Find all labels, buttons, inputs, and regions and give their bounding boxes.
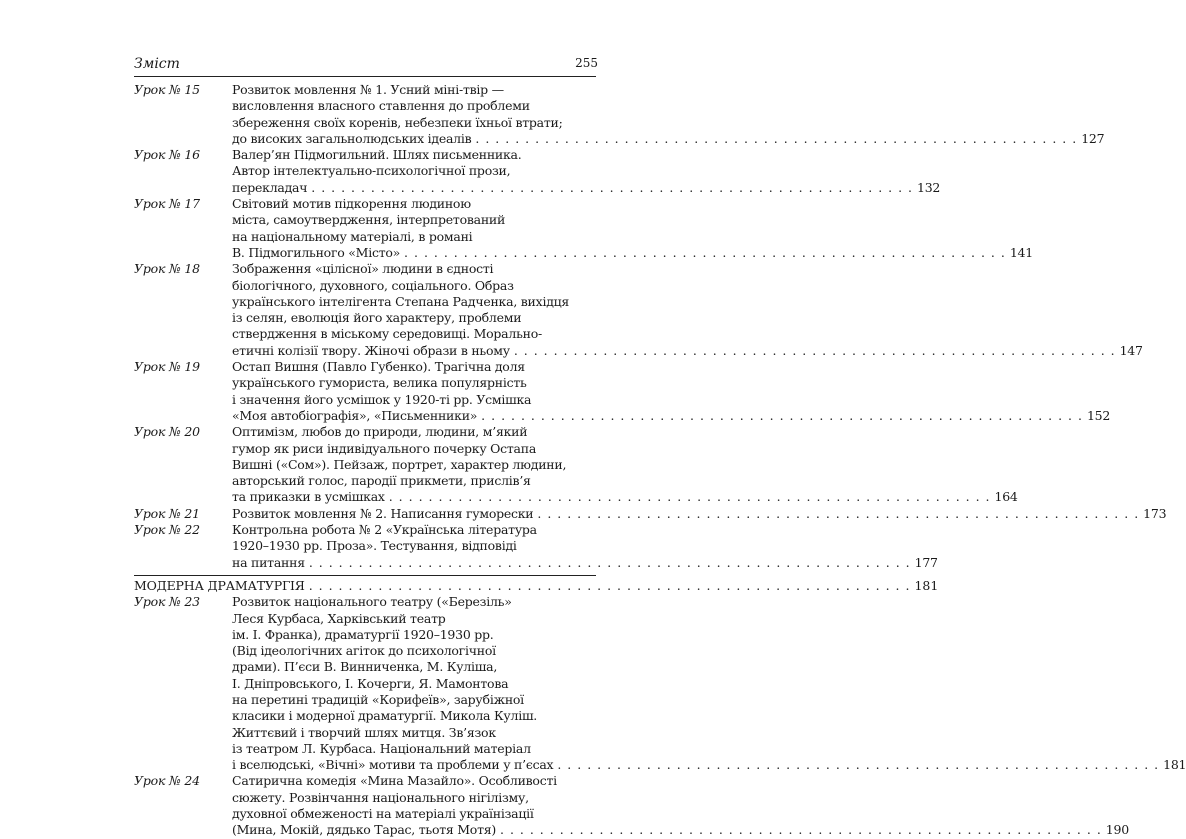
lesson-label: Урок № 22 bbox=[134, 522, 200, 538]
dot-leader bbox=[481, 408, 1083, 424]
lesson-title-line: українського гумориста, велика популярність bbox=[232, 375, 527, 391]
page-number: 177 bbox=[914, 554, 938, 570]
toc-entry[interactable] bbox=[134, 594, 1186, 773]
lesson-title-line: класики і модерної драматургії. Микола Куліш. bbox=[232, 708, 538, 724]
lesson-label: Урок № 21 bbox=[134, 505, 200, 521]
lesson-title-line: Зображення «цілісної» людини в єдності bbox=[232, 261, 494, 277]
lesson-title-line: Розвиток мовлення № 2. Написання гуморески bbox=[232, 505, 534, 521]
lesson-title-line: В. Підмогильного «Місто» bbox=[232, 244, 401, 260]
dot-leader bbox=[309, 555, 911, 571]
lesson-title-line: Валер’ян Підмогильний. Шлях письменника. bbox=[232, 147, 522, 163]
lesson-title-line: із театром Л. Курбаса. Національний матеріал bbox=[232, 740, 531, 756]
lesson-title-line: до високих загальнолюдських ідеалів bbox=[232, 130, 472, 146]
dot-leader bbox=[311, 180, 913, 196]
lesson-title-line: міста, самоутвердження, інтерпретований bbox=[232, 212, 506, 228]
lesson-title-line: сюжету. Розвінчання національного нігілізму, bbox=[232, 789, 529, 805]
dot-leader bbox=[404, 245, 1006, 261]
lesson-title bbox=[232, 773, 1129, 838]
lesson-title-line: Вишні («Сом»). Пейзаж, портрет, характер людини, bbox=[232, 456, 567, 472]
lesson-label: Урок № 17 bbox=[134, 196, 200, 212]
page-number: 164 bbox=[994, 489, 1018, 505]
lesson-title-last-line bbox=[232, 180, 940, 196]
lesson-title-last-line bbox=[232, 343, 1143, 359]
lesson-title bbox=[232, 506, 1166, 522]
lesson-label: Урок № 23 bbox=[134, 594, 200, 610]
toc-entry[interactable] bbox=[134, 522, 938, 571]
table-of-contents bbox=[134, 82, 1186, 839]
lesson-title-last-line bbox=[232, 555, 938, 571]
lesson-title-line: збереження своїх коренів, небезпеки їхньої втрати; bbox=[232, 114, 563, 130]
lesson-title-line: Остап Вишня (Павло Губенко). Трагічна доля bbox=[232, 359, 525, 375]
lesson-title-line: Життєвий і творчий шлях митця. Зв’язок bbox=[232, 724, 496, 740]
lesson-title-line: духовної обмеженості на матеріалі українізації bbox=[232, 806, 534, 822]
lesson-title-line: Леся Курбаса, Харківський театр bbox=[232, 610, 446, 626]
lesson-title-line: авторський голос, пародії прикмети, прислів’я bbox=[232, 473, 531, 489]
lesson-title-line: перекладач bbox=[232, 179, 308, 195]
lesson-title-line: ствердження в міському середовищі. Морально- bbox=[232, 326, 542, 342]
header-title: Зміст bbox=[134, 56, 180, 72]
toc-page bbox=[134, 56, 1186, 838]
lesson-title bbox=[232, 594, 1186, 773]
page-number: 152 bbox=[1086, 407, 1111, 423]
page-number: 181 bbox=[914, 577, 939, 593]
lesson-title-line: українського інтелігента Степана Радченка, вихідця bbox=[232, 293, 570, 309]
toc-entry[interactable] bbox=[134, 261, 1143, 359]
lesson-title-line: 1920–1930 рр. Проза». Тестування, відповіді bbox=[232, 538, 517, 554]
lesson-title-line: на національному матеріалі, в романі bbox=[232, 228, 473, 244]
lesson-title-line: етичні колізії твору. Жіночі образи в ньому bbox=[232, 342, 510, 358]
dot-leader bbox=[389, 489, 991, 505]
lesson-title-line: гумор як риси індивідуального почерку Остапа bbox=[232, 440, 537, 456]
toc-entry[interactable] bbox=[134, 359, 1111, 424]
lesson-title-line: (Мина, Мокій, дядько Тарас, тьотя Мотя) bbox=[232, 822, 497, 838]
lesson-title bbox=[232, 424, 1018, 505]
lesson-title-last-line bbox=[232, 408, 1110, 424]
lesson-title-line: Автор інтелектуально-психологічної прози, bbox=[232, 163, 511, 179]
lesson-title bbox=[232, 82, 1104, 147]
page-number: 190 bbox=[1105, 822, 1129, 838]
lesson-label: Урок № 16 bbox=[134, 147, 200, 163]
lesson-title bbox=[232, 359, 1110, 424]
lesson-label: Урок № 24 bbox=[134, 773, 200, 789]
lesson-title bbox=[232, 522, 938, 571]
lesson-title-line: Контрольна робота № 2 «Українська література bbox=[232, 522, 537, 538]
lesson-title-line: ім. І. Франка), драматургії 1920–1930 рр. bbox=[232, 626, 494, 642]
lesson-title-line: висловлення власного ставлення до проблеми bbox=[232, 98, 530, 114]
lesson-title-line: Світовий мотив підкорення людиною bbox=[232, 196, 471, 212]
section-title: МОДЕРНА ДРАМАТУРГІЯ bbox=[134, 577, 305, 593]
lesson-title-line: і вселюдські, «Вічні» мотиви та проблеми у п’єсах bbox=[232, 757, 554, 773]
lesson-title-line: «Моя автобіографія», «Письменники» bbox=[232, 407, 478, 423]
lesson-label: Урок № 19 bbox=[134, 359, 200, 375]
lesson-title-line: Розвиток мовлення № 1. Усний міні-твір — bbox=[232, 82, 504, 97]
lesson-title-line: біологічного, духовного, соціального. Образ bbox=[232, 277, 514, 293]
running-header bbox=[134, 56, 596, 77]
lesson-title bbox=[232, 147, 940, 196]
lesson-title-line: Сатирична комедія «Мина Мазайло». Особливості bbox=[232, 773, 557, 789]
lesson-title-last-line bbox=[232, 757, 1186, 773]
dot-leader bbox=[514, 343, 1116, 359]
toc-entry[interactable] bbox=[134, 82, 1105, 147]
lesson-label: Урок № 18 bbox=[134, 261, 200, 277]
dot-leader bbox=[475, 131, 1077, 147]
page-number: 147 bbox=[1119, 342, 1143, 358]
lesson-label: Урок № 20 bbox=[134, 424, 200, 440]
lesson-title bbox=[232, 261, 1143, 359]
lesson-title-last-line bbox=[232, 131, 1104, 147]
toc-entry[interactable] bbox=[134, 196, 1033, 261]
dot-leader bbox=[537, 506, 1139, 522]
toc-entry[interactable] bbox=[134, 505, 1167, 522]
header-page-number: 255 bbox=[575, 56, 598, 70]
page-number: 127 bbox=[1081, 130, 1105, 146]
lesson-title-line: (Від ідеологічних агіток до психологічної bbox=[232, 643, 496, 659]
lesson-title-last-line bbox=[232, 506, 1166, 522]
lesson-title-line: Розвиток національного театру («Березіль» bbox=[232, 594, 512, 610]
lesson-title-line: та приказки в усмішках bbox=[232, 489, 385, 505]
lesson-title-line: І. Дніпровського, І. Кочерги, Я. Мамонтова bbox=[232, 675, 509, 691]
lesson-label: Урок № 15 bbox=[134, 82, 200, 97]
page-number: 173 bbox=[1143, 505, 1167, 521]
page-number: 132 bbox=[917, 179, 941, 195]
lesson-title-last-line bbox=[232, 822, 1129, 838]
lesson-title-line: драми). П’єси В. Винниченка, М. Куліша, bbox=[232, 659, 498, 675]
toc-entry[interactable] bbox=[134, 773, 1129, 838]
lesson-title-last-line bbox=[232, 489, 1018, 505]
toc-entry[interactable] bbox=[134, 147, 941, 196]
lesson-title-line: із селян, еволюція його характеру, проблеми bbox=[232, 310, 522, 326]
page-number: 181 bbox=[1163, 757, 1186, 773]
lesson-title-line: і значення його усмішок у 1920-ті рр. Усмішка bbox=[232, 391, 532, 407]
dot-leader bbox=[500, 822, 1102, 838]
dot-leader bbox=[309, 578, 911, 594]
page-number: 141 bbox=[1009, 244, 1033, 260]
dot-leader bbox=[557, 757, 1159, 773]
lesson-title-line: на перетині традицій «Корифеїв», зарубіжної bbox=[232, 691, 524, 707]
toc-entry[interactable] bbox=[134, 424, 1018, 505]
lesson-title-last-line bbox=[232, 245, 1033, 261]
lesson-title-line: Оптимізм, любов до природи, людини, м’який bbox=[232, 424, 528, 440]
lesson-title bbox=[232, 196, 1033, 261]
section-heading[interactable] bbox=[134, 575, 939, 594]
lesson-title-line: на питання bbox=[232, 554, 305, 570]
